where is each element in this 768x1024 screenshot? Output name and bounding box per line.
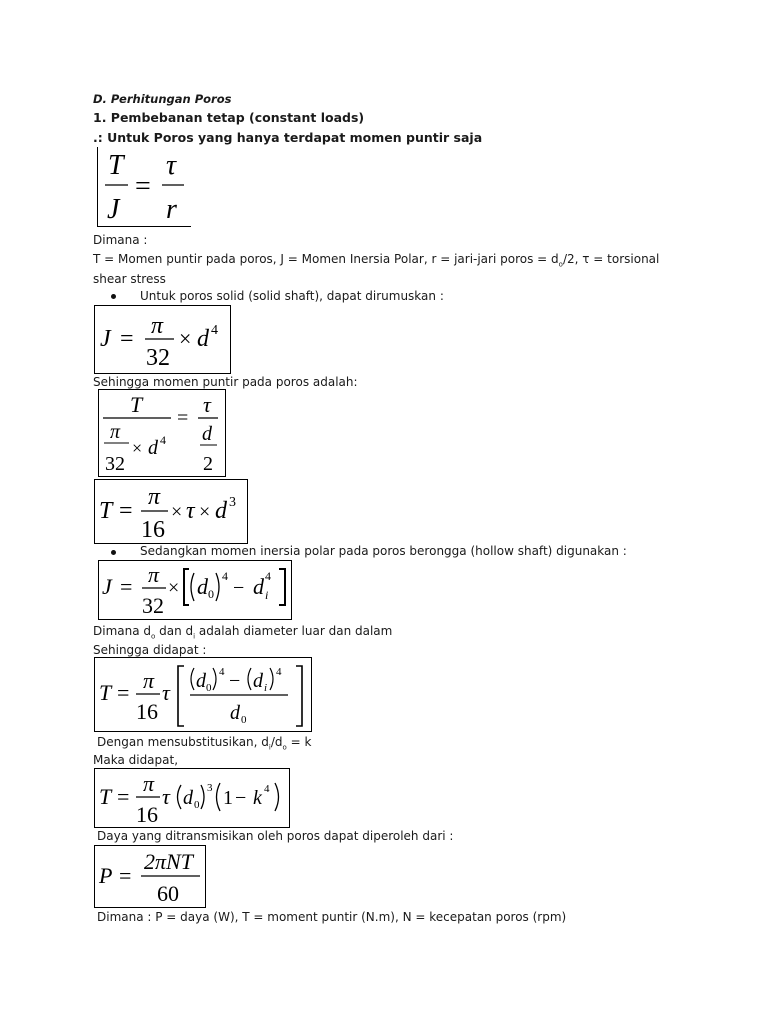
maka-didapat-text: Maka didapat, xyxy=(93,753,179,767)
eq1-r: r xyxy=(166,194,177,225)
equation-torsion xyxy=(100,148,192,226)
substitusi-text: Dengan mensubstitusikan, $d_i/d_o = k$ xyxy=(97,735,312,752)
equation-power xyxy=(96,846,204,906)
definitions-line1: T = Momen puntir pada poros, J = Momen Inersia Polar, r = jari-jari poros = $d_o/2$, τ = torsional xyxy=(93,252,660,269)
eq1-tau: τ xyxy=(166,150,177,181)
section-title: D. Perhitungan Poros xyxy=(93,92,232,106)
eq2-d: d xyxy=(197,326,209,352)
sehingga-didapat-text: Sehingga didapat : xyxy=(93,643,207,657)
daya-keterangan: Dimana : P = daya (W), T = moment puntir (N.m), N = kecepatan poros (rpm) xyxy=(97,910,567,924)
eq6-pi: π xyxy=(143,668,155,693)
eq7-d0: d xyxy=(183,787,193,809)
eq7-k: k xyxy=(253,787,262,809)
eq8-equals: = xyxy=(119,863,132,888)
eq6-16: 16 xyxy=(136,699,158,724)
eq8-denominator: 60 xyxy=(157,881,179,906)
eq5-equals: = xyxy=(120,574,133,599)
eq6-sub0-bottom: 0 xyxy=(241,714,247,726)
eq4-times2: × xyxy=(199,501,211,523)
eq6-exp4a: 4 xyxy=(219,666,225,678)
eq6-tau: τ xyxy=(162,680,170,705)
eq5-exp4a: 4 xyxy=(222,569,228,583)
eq5-sub0: 0 xyxy=(208,587,214,601)
case-title: .: Untuk Poros yang hanya terdapat momen puntir saja xyxy=(93,130,483,145)
eq4-exp3: 3 xyxy=(229,495,236,510)
definitions-line2: shear stress xyxy=(93,272,166,286)
eq7-sub0: 0 xyxy=(194,799,200,811)
eq3-equals: = xyxy=(177,407,189,429)
eq6-d0-bottom: d xyxy=(230,702,240,724)
eq7-exp3: 3 xyxy=(207,782,213,794)
eq2-equals: = xyxy=(120,326,134,352)
eq7-16: 16 xyxy=(136,802,158,826)
eq5-subi: i xyxy=(265,588,269,602)
diameter-note: Dimana $d_o$ dan $d_i$ adalah diameter luar dan dalam xyxy=(93,624,393,641)
eq8-numerator: 2πNT xyxy=(144,849,193,874)
eq3-tau: τ xyxy=(203,392,211,417)
equation-solid-shaft xyxy=(96,306,228,372)
equation-hollow-torque xyxy=(96,658,310,730)
eq3-pi: π xyxy=(110,421,121,443)
eq2-exp4: 4 xyxy=(211,323,218,338)
subsection-title: 1. Pembebanan tetap (constant loads) xyxy=(93,110,365,125)
eq5-d0: d xyxy=(197,574,208,599)
eq3-d2: d xyxy=(202,423,212,445)
eq6-equals: = xyxy=(117,680,130,705)
eq4-pi: π xyxy=(148,484,161,510)
daya-text: Daya yang ditransmisikan oleh poros dapat diperoleh dari : xyxy=(97,829,454,843)
dimana-label: Dimana : xyxy=(93,233,148,247)
eq3-exp4: 4 xyxy=(160,433,166,447)
eq6-di: d xyxy=(253,670,263,692)
eq2-pi: π xyxy=(151,313,164,339)
eq8-P: P xyxy=(99,863,113,888)
eq1-T: T xyxy=(108,150,124,181)
equation-torque-ratio xyxy=(99,390,223,475)
eq7-one: 1 xyxy=(223,787,233,809)
bullet-dot xyxy=(111,550,116,555)
eq7-tau: τ xyxy=(162,784,170,809)
eq6-subi: i xyxy=(264,682,268,694)
eq6-d0-top: d xyxy=(196,670,206,692)
sehingga-momen-text: Sehingga momen puntir pada poros adalah: xyxy=(93,375,358,389)
eq5-pi: π xyxy=(148,562,160,587)
eq1-J: J xyxy=(107,194,120,225)
eq5-times: × xyxy=(168,577,180,599)
eq4-tau: τ xyxy=(186,498,195,524)
eq6-sub0-top: 0 xyxy=(206,682,212,694)
eq6-exp4b: 4 xyxy=(276,666,282,678)
equation-hollow-shaft xyxy=(99,561,291,619)
eq5-exp4b: 4 xyxy=(265,569,271,583)
eq6-T: T xyxy=(99,680,112,705)
eq5-J: J xyxy=(102,574,112,599)
eq2-32: 32 xyxy=(146,345,170,371)
eq4-T: T xyxy=(99,498,113,524)
eq1-equals: = xyxy=(135,171,151,202)
eq2-J: J xyxy=(100,326,111,352)
eq3-2: 2 xyxy=(203,453,213,475)
eq4-16: 16 xyxy=(141,517,165,542)
eq7-pi: π xyxy=(143,771,155,796)
eq5-32: 32 xyxy=(142,593,164,618)
eq7-minus: − xyxy=(235,787,247,809)
eq3-times: × xyxy=(132,438,143,458)
eq5-di: d xyxy=(253,574,264,599)
equation-solid-torque xyxy=(96,480,246,542)
bullet-hollow-text: Sedangkan momen inersia polar pada poros berongga (hollow shaft) digunakan : xyxy=(140,544,627,558)
eq4-times1: × xyxy=(171,501,183,523)
eq3-d: d xyxy=(148,437,158,459)
eq7-equals: = xyxy=(117,784,130,809)
bullet-dot xyxy=(111,294,116,299)
eq6-minus: − xyxy=(229,670,241,692)
eq4-equals: = xyxy=(119,498,133,524)
equation-k-torque xyxy=(96,769,288,826)
eq3-32: 32 xyxy=(105,453,125,475)
eq4-d: d xyxy=(215,498,227,524)
eq7-exp4: 4 xyxy=(264,783,270,795)
bullet-solid-text: Untuk poros solid (solid shaft), dapat dirumuskan : xyxy=(140,289,444,303)
eq3-T: T xyxy=(130,392,143,417)
eq7-T: T xyxy=(99,784,112,809)
eq2-times: × xyxy=(179,326,192,351)
eq5-minus: − xyxy=(233,577,245,599)
